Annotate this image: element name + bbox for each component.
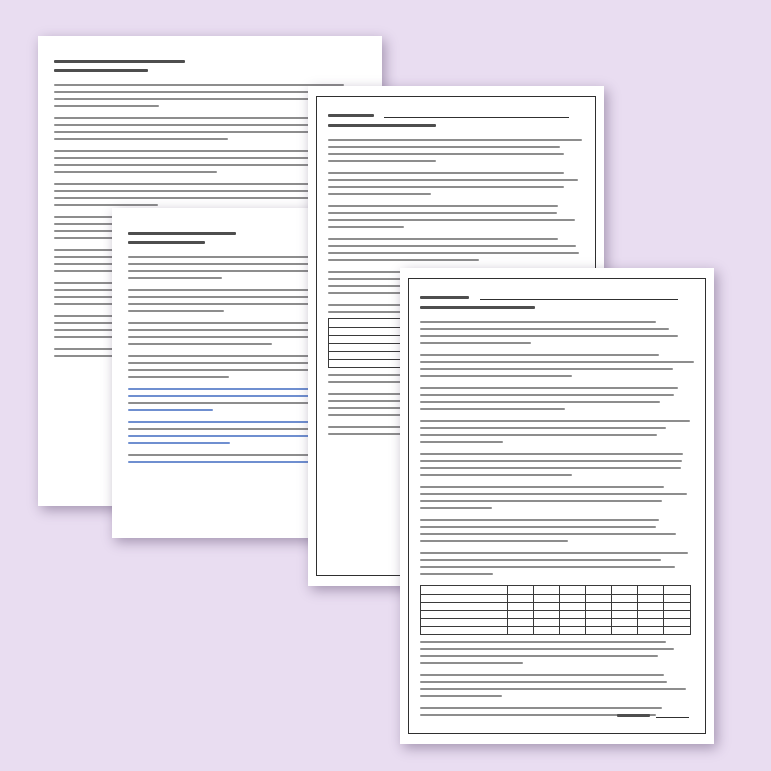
table-row-divider <box>421 594 690 595</box>
table-row-divider <box>421 626 690 627</box>
text-line <box>54 197 344 199</box>
text-line <box>54 138 228 140</box>
grade-underline <box>656 717 689 718</box>
text-line <box>420 354 659 356</box>
text-line <box>420 648 674 650</box>
text-line <box>420 559 661 561</box>
text-line <box>328 245 576 247</box>
text-line <box>420 321 656 323</box>
variant-1-sheet <box>400 268 714 744</box>
text-line <box>420 361 694 363</box>
text-line <box>420 394 674 396</box>
text-line <box>54 98 327 100</box>
table-column-divider <box>507 586 508 634</box>
text-line <box>54 117 342 119</box>
grade-label <box>617 714 650 717</box>
text-line <box>420 674 664 676</box>
heading-line <box>54 69 148 72</box>
text-line <box>420 500 662 502</box>
text-line <box>54 91 347 93</box>
text-line <box>328 259 479 261</box>
text-line <box>420 408 565 410</box>
variant-1-sheet-content <box>400 268 714 744</box>
table-column-divider <box>533 586 534 634</box>
text-line <box>420 387 678 389</box>
text-line <box>420 707 662 709</box>
text-line <box>328 193 431 195</box>
header-field-label <box>328 114 374 117</box>
table-row-divider <box>421 602 690 603</box>
table-column-divider <box>663 586 664 634</box>
heading-line <box>128 232 236 235</box>
text-line <box>420 519 659 521</box>
text-line <box>54 124 344 126</box>
text-line <box>420 507 492 509</box>
text-line <box>420 641 666 643</box>
text-line <box>420 662 523 664</box>
text-line <box>128 277 222 279</box>
table-row-divider <box>421 618 690 619</box>
heading-line <box>328 124 436 127</box>
text-line <box>128 376 229 378</box>
text-line <box>54 183 351 185</box>
text-line <box>420 552 688 554</box>
text-line <box>420 401 660 403</box>
table-row-divider <box>421 610 690 611</box>
text-line <box>420 427 666 429</box>
text-line <box>420 655 658 657</box>
text-line <box>420 486 664 488</box>
text-line <box>328 252 579 254</box>
text-line <box>328 146 560 148</box>
text-line <box>54 105 159 107</box>
text-line <box>328 139 582 141</box>
text-line <box>128 409 213 411</box>
text-line <box>420 342 531 344</box>
text-line <box>420 540 568 542</box>
header-underline <box>480 299 677 300</box>
header-underline <box>384 117 568 118</box>
text-line <box>328 179 578 181</box>
table-column-divider <box>611 586 612 634</box>
heading-line <box>420 306 535 309</box>
text-line <box>54 131 326 133</box>
text-line <box>420 533 676 535</box>
text-line <box>328 205 558 207</box>
text-line <box>328 186 564 188</box>
text-line <box>420 573 493 575</box>
text-line <box>420 368 673 370</box>
text-line <box>328 153 564 155</box>
text-line <box>128 343 272 345</box>
text-line <box>420 420 690 422</box>
table-column-divider <box>585 586 586 634</box>
text-line <box>420 493 687 495</box>
text-line <box>54 190 326 192</box>
text-line <box>128 310 224 312</box>
text-line <box>420 335 678 337</box>
text-line <box>420 375 572 377</box>
text-line <box>54 164 335 166</box>
table-column-divider <box>559 586 560 634</box>
text-line <box>328 212 557 214</box>
text-line <box>420 453 683 455</box>
header-field-label <box>420 296 469 299</box>
text-line <box>128 442 230 444</box>
text-line <box>328 219 575 221</box>
text-line <box>420 434 657 436</box>
text-line <box>328 226 404 228</box>
text-line <box>328 172 564 174</box>
grammar-table <box>420 585 691 635</box>
text-line <box>420 695 502 697</box>
text-line <box>54 171 217 173</box>
text-line <box>328 238 558 240</box>
text-line <box>54 204 158 206</box>
text-line <box>54 150 348 152</box>
text-line <box>420 526 656 528</box>
text-line <box>420 688 686 690</box>
text-line <box>420 460 682 462</box>
text-line <box>54 84 344 86</box>
text-line <box>420 474 572 476</box>
text-line <box>420 566 675 568</box>
text-line <box>328 160 436 162</box>
text-line <box>420 681 667 683</box>
heading-line <box>128 241 205 244</box>
text-line <box>420 441 503 443</box>
table-column-divider <box>637 586 638 634</box>
text-line <box>54 157 340 159</box>
text-line <box>420 328 669 330</box>
text-line <box>420 467 681 469</box>
heading-line <box>54 60 185 63</box>
